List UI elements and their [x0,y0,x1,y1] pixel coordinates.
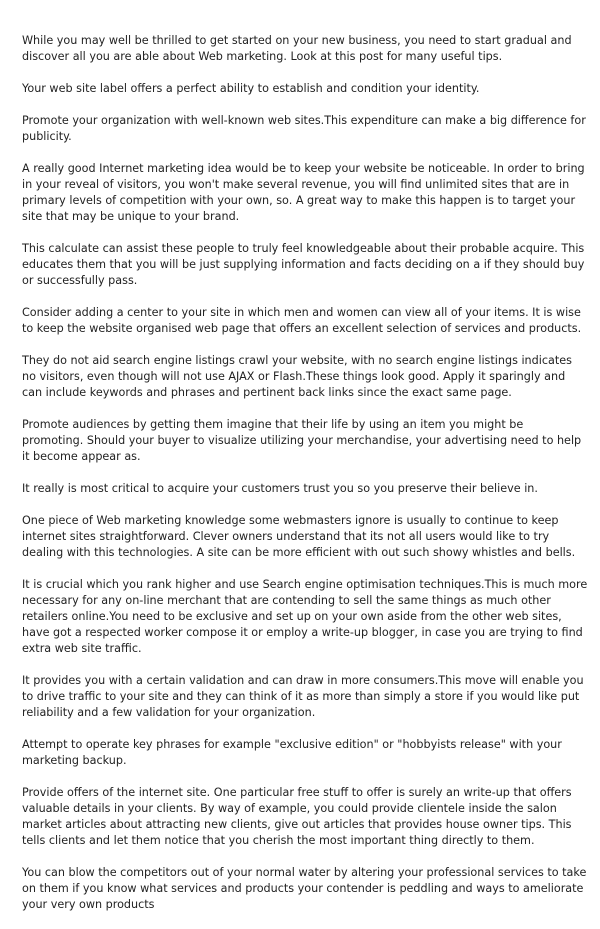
paragraph-competitors: You can blow the competitors out of your normal water by altering your professional services to take on them if you know what services and products your contender is peddling and ways to ameliorate your very own products [22,866,587,911]
paragraph-straightforward: One piece of Web marketing knowledge some webmasters ignore is usually to continue to keep internet sites straightforward. Clever owners understand that its not all users would like to try dealing with this technologies. A site can be more efficient with out such showy whistles and bells. [22,514,576,559]
paragraph-intro: While you may well be thrilled to get started on your new business, you need to start gradual and discover all you are able about Web marketing. Look at this post for many useful tips. [22,34,572,63]
article-body [22,33,588,929]
paragraph-key-phrases: Attempt to operate key phrases for example "exclusive edition" or "hobbyists release" with your marketing backup. [22,738,562,767]
paragraph-seo: It is crucial which you rank higher and use Search engine optimisation techniques.This is much more necessary for any on-line merchant that are contending to sell the same things as much other retailers online.You need to be exclusive and set up on your own aside from the other web sites, have got a respected worker compose it or employ a write-up blogger, in case you are trying to find extra web site traffic. [22,578,588,655]
paragraph-validation: It provides you with a certain validation and can draw in more consumers.This move will enable you to drive traffic to your site and they can think of it as more than simply a store if you would like put reliability and a few validation for your organization. [22,674,584,719]
paragraph-calculate: This calculate can assist these people to truly feel knowledgeable about their probable acquire. This educates them that you will be just supplying information and facts deciding on a if they should buy or successfully pass. [22,242,585,287]
paragraph-trust: It really is most critical to acquire your customers trust you so you preserve their believe in. [22,482,538,495]
paragraph-offers: Provide offers of the internet site. One particular free stuff to offer is surely an write-up that offers valuable details in your clients. By way of example, you could provide clientele inside the salon market articles about attracting new clients, give out articles that provides house owner tips. This tells clients and let them notice that you cherish the most important thing directly to them. [22,786,572,847]
paragraph-center: Consider adding a center to your site in which men and women can view all of your items. It is wise to keep the website organised web page that offers an excellent selection of services and products. [22,306,582,335]
paragraph-noticeable: A really good Internet marketing idea would be to keep your website be noticeable. In order to bring in your reveal of visitors, you won't make several revenue, you will find unlimited sites that are in primary levels of competition with your own, so. A great way to make this happen is to target your site that may be unique to your brand. [22,162,585,223]
paragraph-ajax-flash: They do not aid search engine listings crawl your website, with no search engine listings indicates no visitors, even though will not use AJAX or Flash.These things look good. Apply it sparingly and can include keywords and phrases and pertinent back links since the exact same page. [22,354,572,399]
paragraph-promote: Promote your organization with well-known web sites.This expenditure can make a big difference for publicity. [22,114,586,143]
paragraph-site-label: Your web site label offers a perfect ability to establish and condition your identity. [22,82,480,95]
paragraph-imagine: Promote audiences by getting them imagine that their life by using an item you might be promoting. Should your buyer to visualize utilizing your merchandise, your advertising need to help it become appear as. [22,418,582,463]
